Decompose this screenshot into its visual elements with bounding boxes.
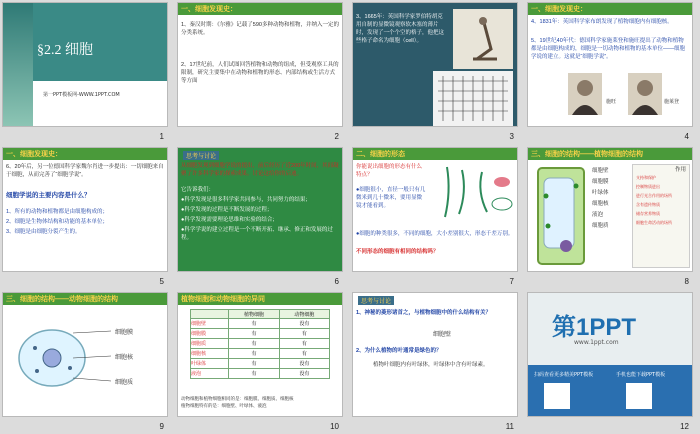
slide-number: 8 — [684, 277, 689, 286]
cell-value: 没有 — [279, 359, 329, 369]
slide-number: 11 — [505, 422, 514, 431]
list-item: ●科学学说的建立过程是一个不断开拓、继承、修正和发展的过程。 — [181, 227, 333, 241]
cell-value: 有 — [279, 329, 329, 339]
paragraph: 它告诉我们： — [181, 187, 215, 193]
paragraph: 4、1831年：英国科学家布朗发现了植物细胞内有细胞核。 — [531, 19, 673, 25]
slide-thumb-4[interactable] — [525, 0, 695, 142]
cell-value: 有 — [229, 329, 279, 339]
cell-shapes-image — [437, 162, 517, 222]
cell-value: 有 — [279, 349, 329, 359]
slide-heading: 植物细胞和动物细胞的异同 — [181, 296, 265, 303]
question: 细胞学说的主要内容是什么？ — [6, 192, 91, 199]
cell-value: 有 — [279, 339, 329, 349]
slide-thumb-6[interactable] — [175, 145, 345, 287]
slide-thumb-12[interactable] — [525, 290, 695, 432]
label-vacuole: 液泡 — [592, 212, 604, 218]
slide-number: 3 — [509, 132, 514, 141]
function-note: 细胞生命活动的场所 — [636, 220, 672, 225]
comparison-table — [190, 309, 330, 379]
row-label: 细胞质 — [191, 339, 229, 349]
row-label: 液泡 — [191, 369, 229, 379]
label-chloroplast: 叶绿体 — [592, 190, 609, 196]
slide-number: 1 — [159, 132, 164, 141]
plant-cell-diagram — [536, 166, 586, 266]
paragraph: 6、20年后，另一位德国科学家魏尔肖进一步提出：一切细胞来自于细胞，从而完善了“细胞学说”。 — [6, 164, 164, 178]
table-row — [191, 359, 330, 369]
function-header: 作用 — [674, 167, 686, 173]
slide-thumb-8[interactable] — [525, 145, 695, 287]
slide-number: 5 — [159, 277, 164, 286]
label-cytoplasm: 细胞质 — [592, 223, 609, 229]
slide-number: 10 — [330, 422, 339, 431]
question: 你能说出细胞的形态有什么特点？ — [356, 164, 423, 178]
answer: 细胞壁 — [433, 331, 452, 338]
cell-value: 有 — [229, 359, 279, 369]
label-cell-membrane: 细胞膜 — [115, 329, 134, 336]
question: 不同形态的细胞有相同的结构吗？ — [356, 249, 439, 255]
table-row — [191, 349, 330, 359]
row-label: 细胞壁 — [191, 319, 229, 329]
slide-heading: 一、细胞发现史： — [6, 151, 62, 158]
cell-value: 有 — [229, 349, 279, 359]
slide-number: 7 — [509, 277, 514, 286]
list-item: 3、细胞是由细胞分裂产生的。 — [6, 229, 81, 235]
answer: 植物叶细胞内有叶绿体，叶绿体中含有叶绿素。 — [373, 362, 489, 368]
row-label: 细胞核 — [191, 349, 229, 359]
function-note: 储存营养物质 — [636, 211, 660, 216]
slide-number: 2 — [334, 132, 339, 141]
discussion-tag: 思考与讨论 — [183, 151, 219, 160]
slide-heading: 一、细胞发现史： — [531, 6, 587, 13]
list-item: ●科学发现需要理论思维和实验的结合； — [181, 217, 278, 223]
function-note: 控制物质进出 — [636, 184, 660, 189]
function-panel — [632, 164, 690, 268]
list-item: ●细胞很小，直径一般只有几微米到几十微米，要用显微镜才能看到。 — [356, 187, 426, 209]
slide-thumb-1[interactable] — [0, 0, 170, 142]
table-header — [191, 310, 229, 319]
table-row — [191, 339, 330, 349]
table-row — [191, 319, 330, 329]
paragraph: 2、17世纪前，人们试图回答植物和动物的组成，但受观察工具的限制，研究主要集中在动物和植物的形态、内部结构或生活方式等方面 — [181, 62, 339, 84]
slide-title: §2.2 细胞 — [37, 43, 93, 58]
cork-cells-image — [433, 71, 513, 126]
label-nucleus: 细胞核 — [115, 354, 134, 361]
slide-footer: 第一PPT模板网-WWW.1PPT.COM — [43, 92, 120, 98]
cell-value: 没有 — [279, 319, 329, 329]
slide-thumb-2[interactable] — [175, 0, 345, 142]
slide-number: 12 — [680, 422, 689, 431]
slide-heading: 二、细胞的形态 — [356, 151, 405, 158]
cell-value: 有 — [229, 319, 279, 329]
list-item: 2、细胞是生物体结构和功能的基本单位； — [6, 219, 109, 225]
summary: 动物细胞和植物细胞相同的是：细胞膜、细胞质、细胞核 — [181, 396, 294, 401]
function-note: 进行光合作用的场所 — [636, 193, 672, 198]
left-strip — [3, 3, 33, 127]
slide-thumb-7[interactable] — [350, 145, 520, 287]
summary: 植物细胞特有的是：细胞壁、叶绿体、液泡 — [181, 403, 267, 408]
paragraph: 从细胞发现到细胞学说的提出，前后经历了近200年时间，其间凝聚了许多科学家的探索成果。讨论这给你的启迪。 — [181, 163, 339, 177]
paragraph: 5、19世纪40年代：德国科学家施莱登和施旺提出了动物和植物都是由细胞构成的，细胞是一切动物和植物的基本单位——细胞学说的建立。这就是“细胞学说”。 — [531, 38, 686, 60]
slide-heading: 三、细胞的结构——动物细胞的结构 — [6, 296, 118, 303]
slide-thumb-11[interactable] — [350, 290, 520, 432]
paragraph: 3、1665年：英国科学家罗伯特胡克用自制的显微镜观察软木塞的薄片时，发现了一个个空的格子，他把这些格子命名为细胞（cell）。 — [356, 14, 445, 44]
function-note: 支持和保护 — [636, 175, 656, 180]
function-note: 含有遗传物质 — [636, 202, 660, 207]
question: 1、神秘的菱形诸首之，与植物细胞中的什么结构有关？ — [356, 310, 492, 316]
slide-number: 9 — [159, 422, 164, 431]
list-item: 1、所有的动物和植物都是由细胞构成的； — [6, 209, 109, 215]
slide-thumb-3[interactable] — [350, 0, 520, 142]
discussion-tag: 思考与讨论 — [358, 296, 394, 305]
portrait-schleiden — [628, 73, 662, 115]
table-row — [191, 369, 330, 379]
row-label: 叶绿体 — [191, 359, 229, 369]
brand-logo: 第1PPT — [552, 314, 637, 341]
slide-thumb-9[interactable] — [0, 290, 170, 432]
cell-value: 没有 — [279, 369, 329, 379]
cell-value: 有 — [229, 339, 279, 349]
label-cell-membrane: 细胞膜 — [592, 179, 609, 185]
list-item: ●细胞的种类很多，不同的细胞，大小差别很大，形态千差万别。 — [356, 231, 514, 237]
table-header: 植物细胞 — [229, 310, 279, 319]
slide-heading: 三、细胞的结构——植物细胞的结构 — [531, 151, 643, 158]
caption-schwann: 施旺 — [606, 99, 617, 105]
list-item: ●科学发现是很多科学家共同参与，共同努力的结果； — [181, 197, 311, 203]
label-cytoplasm: 细胞质 — [115, 379, 134, 386]
question: 2、为什么植物的叶通常是绿色的？ — [356, 348, 442, 354]
table-row — [191, 329, 330, 339]
caption-schleiden: 施莱登 — [664, 99, 680, 105]
slide-number: 6 — [334, 277, 339, 286]
paragraph: 1、秦汉时期：《尔雅》记载了590多种动物和植物，并纳入一定的分类系统。 — [181, 22, 339, 36]
qr-code-image — [626, 383, 652, 409]
list-item: ●科学发现的过程是不断发展的过程； — [181, 207, 273, 213]
row-label: 细胞膜 — [191, 329, 229, 339]
slide-thumb-10[interactable] — [175, 290, 345, 432]
slide-thumb-5[interactable] — [0, 145, 170, 287]
table-header: 动物细胞 — [279, 310, 329, 319]
promo-text: 扫码查看更多精美PPT模板 — [534, 372, 594, 378]
microscope-image — [453, 9, 513, 69]
label-cell-wall: 细胞壁 — [592, 168, 609, 174]
brand-url: www.1ppt.com — [574, 339, 619, 346]
qr-code-image — [544, 383, 570, 409]
cell-value: 有 — [229, 369, 279, 379]
portrait-schwann — [568, 73, 602, 115]
label-nucleus: 细胞核 — [592, 201, 609, 207]
slide-heading: 一、细胞发现史： — [181, 6, 237, 13]
promo-text: 手机也能下载PPT模板 — [616, 372, 666, 378]
slide-number: 4 — [684, 132, 689, 141]
